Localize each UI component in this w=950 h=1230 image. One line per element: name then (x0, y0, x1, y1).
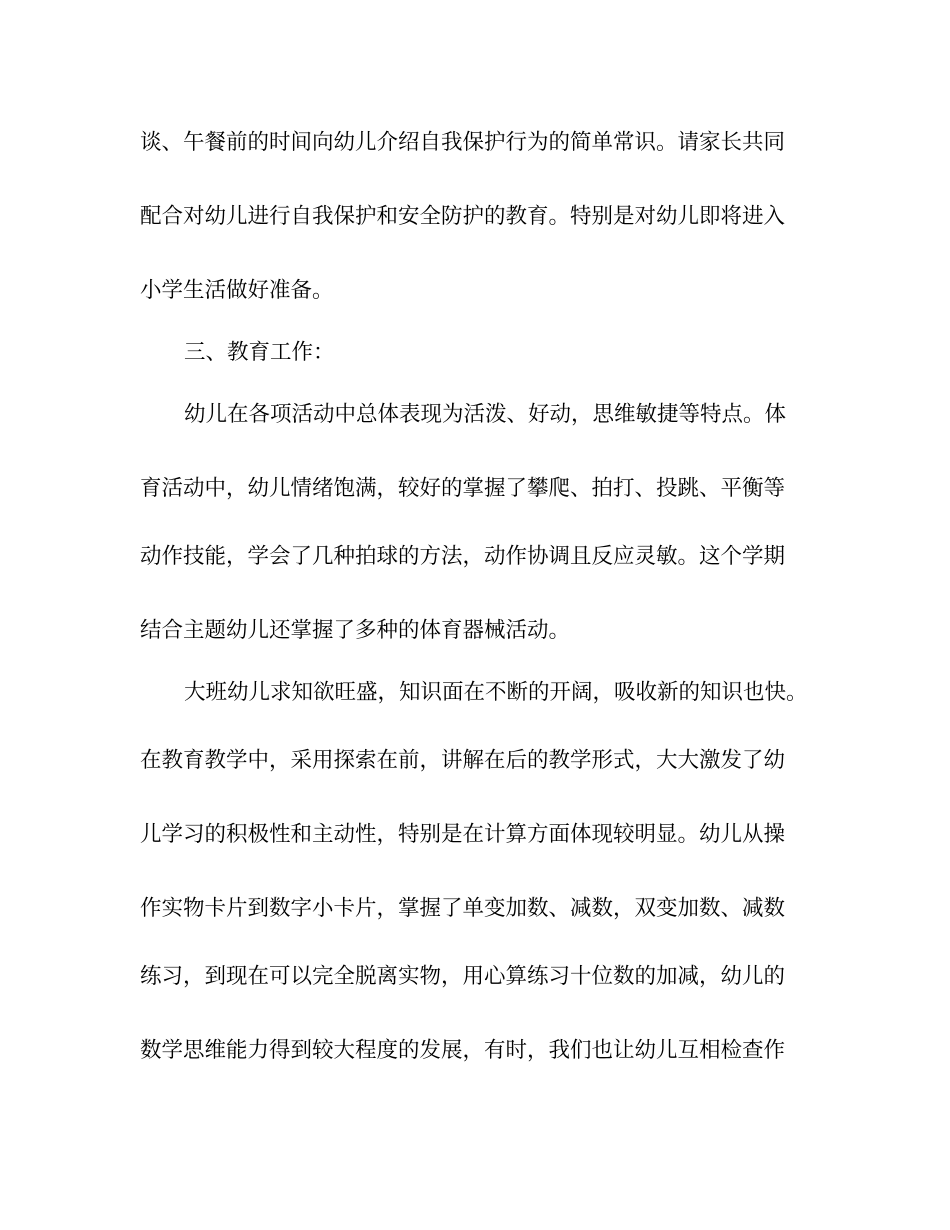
paragraph-line: 育活动中，幼儿情绪饱满，较好的掌握了攀爬、拍打、投跳、平衡等 (140, 476, 786, 501)
paragraph-line: 谈、午餐前的时间向幼儿介绍自我保护行为的简单常识。请家长共同 (140, 130, 786, 155)
paragraph-line: 练习，到现在可以完全脱离实物，用心算练习十位数的加减，幼儿的 (140, 964, 786, 989)
paragraph-line: 大班幼儿求知欲旺盛，知识面在不断的开阔，吸收新的知识也快。 (184, 680, 808, 705)
paragraph-line: 作实物卡片到数字小卡片，掌握了单变加数、减数，双变加数、减数 (140, 896, 786, 921)
paragraph-line: 配合对幼儿进行自我保护和安全防护的教育。特别是对幼儿即将进入 (140, 204, 786, 229)
paragraph-line: 动作技能，学会了几种拍球的方法，动作协调且反应灵敏。这个学期 (140, 544, 786, 569)
paragraph-line: 幼儿在各项活动中总体表现为活泼、好动，思维敏捷等特点。体 (184, 402, 787, 427)
section-heading: 三、教育工作： (184, 340, 335, 365)
paragraph-line: 结合主题幼儿还掌握了多种的体育器械活动。 (140, 618, 571, 643)
paragraph-line: 小学生活做好准备。 (140, 278, 334, 303)
paragraph-line: 在教育教学中，采用探索在前，讲解在后的教学形式，大大激发了幼 (140, 748, 786, 773)
paragraph-line: 儿学习的积极性和主动性，特别是在计算方面体现较明显。幼儿从操 (140, 822, 786, 847)
paragraph-line: 数学思维能力得到较大程度的发展，有时，我们也让幼儿互相检查作 (140, 1038, 786, 1063)
